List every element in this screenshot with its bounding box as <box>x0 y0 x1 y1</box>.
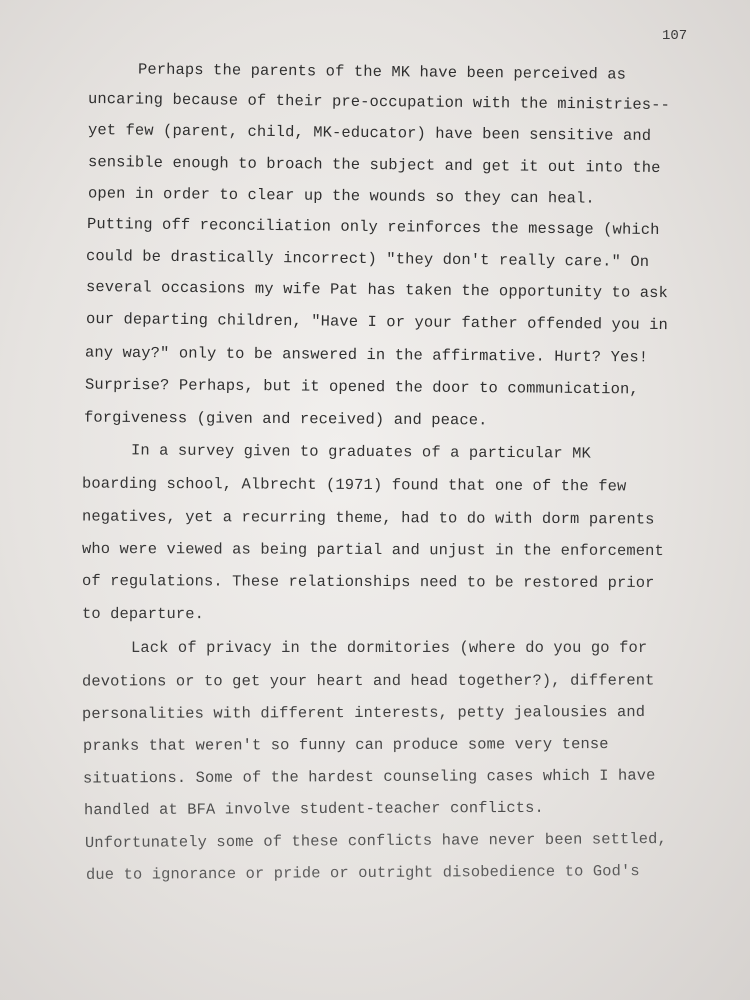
text-line: uncaring because of their pre-occupation with the ministries-- <box>87 89 671 115</box>
text-line: due to ignorance or pride or outright disobedience to God's <box>85 862 640 884</box>
text-line: boarding school, Albrecht (1971) found that one of the few <box>81 474 627 496</box>
text-line: negatives, yet a recurring theme, had to do with dorm parents <box>81 507 655 529</box>
text-line: sensible enough to broach the subject and get it out into the <box>87 153 661 177</box>
text-line: could be drastically incorrect) "they don't really care." On <box>85 247 650 271</box>
text-line: In a survey given to graduates of a particular MK <box>130 441 591 463</box>
text-line: who were viewed as being partial and unjust in the enforcement <box>81 539 664 561</box>
text-line: any way?" only to be answered in the affirmative. Hurt? Yes! <box>84 343 649 367</box>
text-line: devotions or to get your heart and head together?), different <box>81 671 655 691</box>
text-line: Putting off reconciliation only reinforces the message (which <box>86 215 660 239</box>
text-line: Unfortunately some of these conflicts have never been settled, <box>84 829 667 853</box>
text-line: handled at BFA involve student-teacher conflicts. <box>83 798 544 820</box>
text-line: personalities with different interests, petty jealousies and <box>81 703 646 723</box>
text-line: Lack of privacy in the dormitories (where do you go for <box>131 639 648 657</box>
text-line: of regulations. These relationships need to be restored prior <box>81 572 655 592</box>
text-line: our departing children, "Have I or your father offended you in <box>85 309 669 335</box>
text-line: situations. Some of the hardest counseling cases which I have <box>82 766 656 788</box>
text-line: Surprise? Perhaps, but it opened the door to communication, <box>84 375 639 399</box>
text-line: open in order to clear up the wounds so they can heal. <box>87 184 595 208</box>
text-line: yet few (parent, child, MK-educator) have been sensitive and <box>87 121 652 145</box>
text-line: forgiveness (given and received) and peace. <box>83 408 488 430</box>
page-number: 107 <box>662 28 688 44</box>
text-line: pranks that weren't so funny can produce some very tense <box>82 735 609 755</box>
text-line: Perhaps the parents of the MK have been perceived as <box>137 60 627 84</box>
text-line: several occasions my wife Pat has taken the opportunity to ask <box>85 277 669 303</box>
text-line: to departure. <box>81 604 205 624</box>
